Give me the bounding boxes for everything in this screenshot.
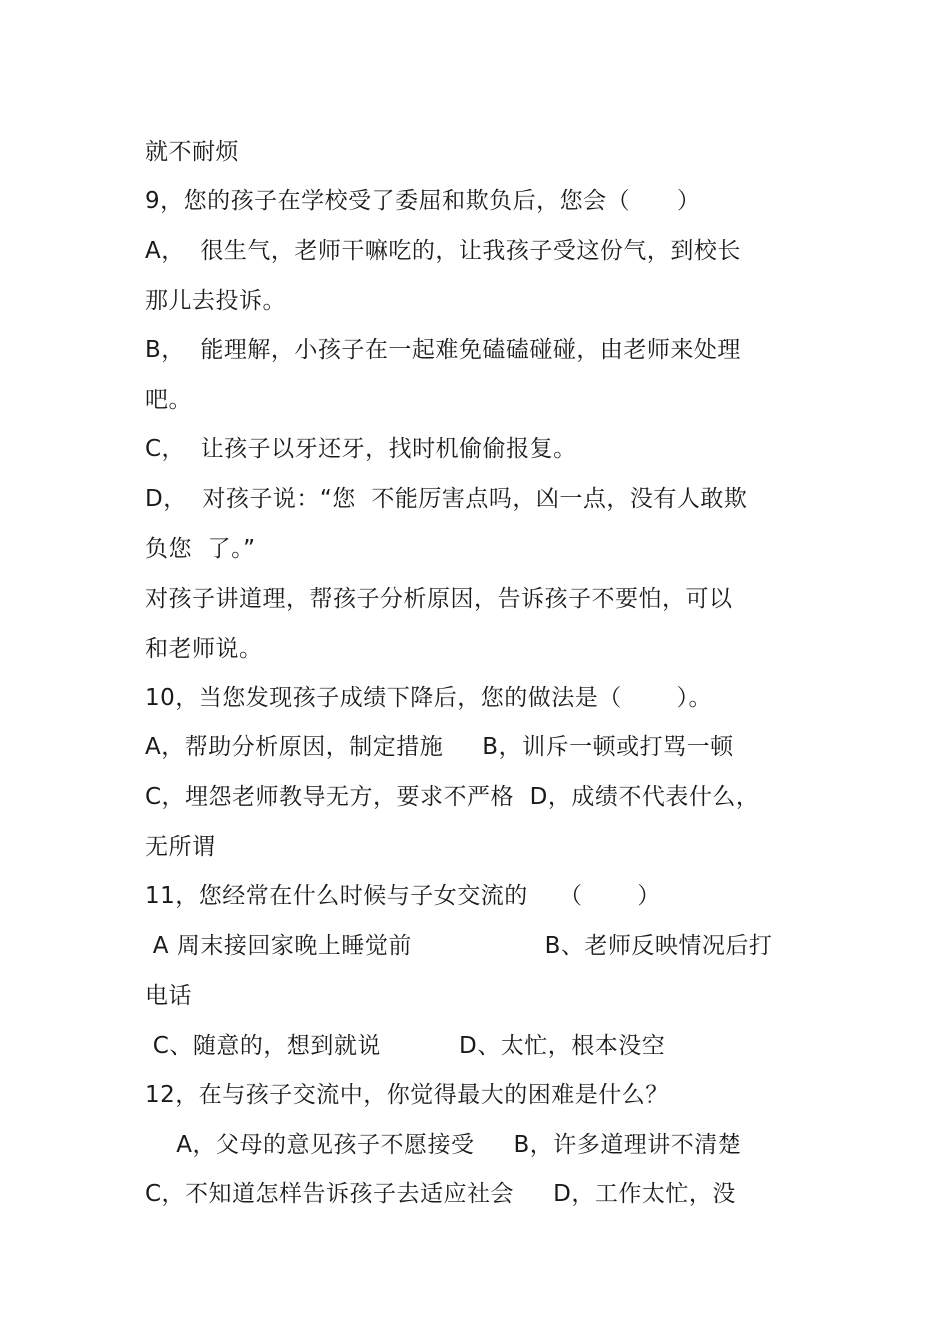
options-11ab: A 周末接回家晚上睡觉前 B、老师反映情况后打 bbox=[145, 933, 773, 959]
option-9e: 对孩子讲道理，帮孩子分析原因，告诉孩子不要怕，可以 bbox=[145, 586, 733, 612]
question-9: 9，您的孩子在学校受了委屈和欺负后，您会（ ） bbox=[145, 188, 701, 214]
text-line: 就不耐烦 bbox=[145, 139, 239, 165]
option-9d: D， 对孩子说：“您 不能厉害点吗，凶一点，没有人敢欺 bbox=[145, 486, 748, 512]
option-9a-cont: 那儿去投诉。 bbox=[145, 288, 286, 314]
option-9e-cont: 和老师说。 bbox=[145, 636, 263, 662]
question-10: 10，当您发现孩子成绩下降后，您的做法是（ ）。 bbox=[145, 685, 712, 711]
option-9b-cont: 吧。 bbox=[145, 387, 192, 413]
option-9b: B， 能理解，小孩子在一起难免磕磕碰碰，由老师来处理 bbox=[145, 337, 741, 363]
options-11ab-cont: 电话 bbox=[145, 983, 192, 1009]
question-12: 12，在与孩子交流中，你觉得最大的困难是什么？ bbox=[145, 1082, 669, 1108]
option-9a: A， 很生气，老师干嘛吃的，让我孩子受这份气，到校长 bbox=[145, 238, 741, 264]
options-12ab: A，父母的意见孩子不愿接受 B，许多道理讲不清楚 bbox=[145, 1132, 742, 1158]
option-9c: C， 让孩子以牙还牙，找时机偷偷报复。 bbox=[145, 436, 577, 462]
question-11: 11，您经常在什么时候与子女交流的 （ ） bbox=[145, 883, 661, 909]
option-9d-cont: 负您 了。” bbox=[145, 536, 256, 562]
options-11cd: C、随意的，想到就说 D、太忙，根本没空 bbox=[145, 1033, 666, 1059]
options-12cd: C，不知道怎样告诉孩子去适应社会 D，工作太忙，没 bbox=[145, 1181, 736, 1207]
options-10cd: C，埋怨老师教导无方，要求不严格 D，成绩不代表什么， bbox=[145, 784, 760, 810]
options-10ab: A，帮助分析原因，制定措施 B，训斥一顿或打骂一顿 bbox=[145, 734, 734, 760]
options-10cd-cont: 无所谓 bbox=[145, 834, 216, 860]
